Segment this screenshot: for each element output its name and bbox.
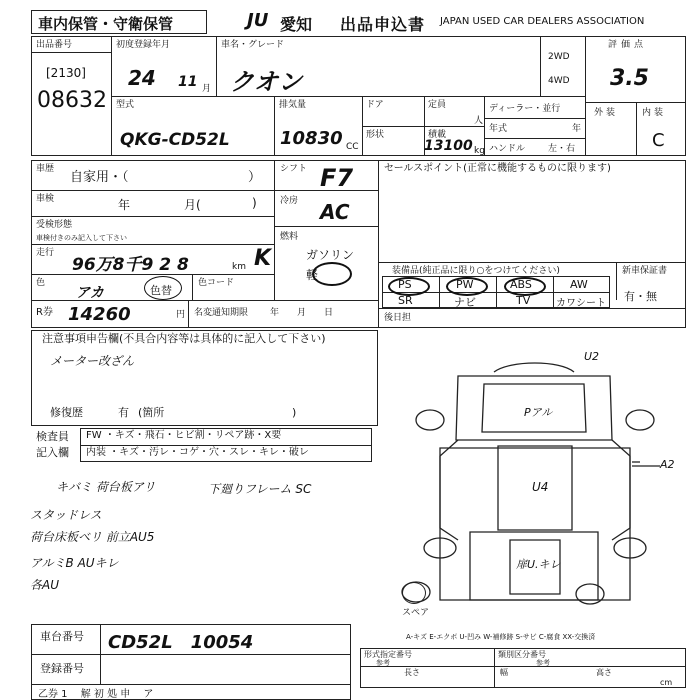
drive-4wd: 4WD — [548, 76, 570, 86]
warranty-label: 新車保証書 — [622, 266, 668, 276]
inspector-interior-row: 内装 ・キズ・汚レ・コゲ・穴・スレ・キレ・破レ — [86, 447, 309, 458]
r-ticket-label: R券 — [36, 307, 53, 318]
registration-month-unit: 月 — [202, 84, 212, 94]
color-label: 色 — [36, 278, 46, 288]
ju-logo: JU — [247, 10, 269, 31]
cert-length: 長さ — [404, 668, 420, 677]
reception-note: 車検付きのみ記入して下さい — [36, 234, 127, 242]
inspector-note-5: 各AU — [30, 578, 59, 592]
repair-label: 修復歴 — [50, 406, 83, 419]
cert-class-label: 類別区分番号 — [498, 650, 546, 659]
inspector-note-1: キバミ 荷台板アリ — [56, 480, 156, 494]
fuel-value: ガソリン — [306, 248, 355, 262]
inspector-fw-row: FW ・キズ・飛石・ヒビ割・リペア跡・X要 — [86, 430, 282, 441]
registration-year: 24 — [128, 66, 156, 90]
diagram-mark-body: U4 — [532, 480, 549, 494]
load-value: 13100 — [424, 138, 473, 154]
inspector-note-1b: 下廻りフレーム SC — [208, 482, 312, 496]
fuel-mark: 軽 — [306, 268, 319, 282]
score-label: 評価点 — [608, 40, 648, 50]
equip-navi: ナビ — [454, 296, 476, 309]
handle-options: 左・右 — [548, 144, 576, 154]
handle-label: ハンドル — [489, 144, 526, 154]
history-value: 自家用・（ — [70, 170, 129, 185]
notes-value: メーター改ざん — [50, 354, 135, 368]
mileage-unit: km — [232, 262, 246, 272]
repair-place: (箇所 — [138, 406, 165, 419]
exterior-label: 外装 — [594, 108, 619, 118]
r-ticket-value: 14260 — [68, 304, 131, 325]
car-name-label: 車名・グレード — [221, 40, 285, 50]
cert-type-label: 形式指定番号 — [364, 650, 412, 659]
shift-label: シフト — [280, 164, 308, 174]
mileage-mark: K — [254, 246, 272, 271]
reception-label: 受検形態 — [36, 220, 73, 230]
spare-label: スペア — [402, 608, 430, 618]
inspection-year: 年 — [118, 198, 131, 212]
equip-kawa-seat: カワシート — [556, 298, 606, 309]
association-name: JAPAN USED CAR DEALERS ASSOCIATION — [440, 16, 645, 27]
history-label: 車歴 — [36, 164, 55, 174]
cert-width: 幅 — [500, 668, 508, 677]
score-value: 3.5 — [610, 66, 649, 91]
lot-number: 08632 — [37, 88, 107, 113]
interior-score: C — [652, 130, 665, 151]
notes-label: 注意事項申告欄(不具合内容等は具体的に記入して下さい) — [42, 332, 326, 345]
aircon-label: 冷房 — [280, 196, 299, 206]
brand-name: 愛知 — [280, 15, 313, 34]
capacity-label: 定員 — [428, 100, 447, 110]
displacement-unit: CC — [346, 142, 359, 152]
car-name: クオン — [230, 68, 302, 96]
displacement-value: 10830 — [280, 128, 343, 149]
inspector-note-4: アルミB AUキレ — [30, 556, 119, 570]
inspector-label-2: 記入欄 — [36, 446, 69, 459]
name-notice-label: 名変通知期限 — [194, 308, 249, 318]
capacity-unit: 人 — [474, 116, 484, 126]
equip-tv: TV — [516, 294, 531, 307]
equip-pw: PW — [456, 278, 474, 291]
displacement-label: 排気量 — [279, 100, 307, 110]
inspection-label: 車検 — [36, 194, 55, 204]
cert-unit: cm — [660, 678, 673, 687]
color-code-label: 色コード — [198, 278, 235, 288]
chassis-label: 車台番号 — [40, 630, 84, 643]
name-notice-date: 年 月 日 — [270, 308, 334, 318]
diagram-mark-side: A2 — [660, 458, 675, 471]
mileage-label: 走行 — [36, 248, 55, 258]
dealer-label: ディーラー・並行 — [489, 104, 561, 114]
storage-label: 車内保管・守衛保管 — [38, 15, 174, 33]
model-value: QKG-CD52L — [120, 130, 230, 150]
shift-value: F7 — [320, 164, 354, 192]
equip-sr: SR — [398, 294, 413, 307]
door-label: ドア — [366, 100, 384, 110]
cert-type-ref: 参考 — [376, 659, 390, 667]
form-title: 出品申込書 — [340, 15, 426, 34]
color-change: 色替 — [150, 284, 172, 297]
cert-height: 高さ — [596, 668, 612, 677]
fuel-label: 燃料 — [280, 232, 299, 242]
model-label: 型式 — [116, 100, 135, 110]
registration-label: 初度登録年月 — [116, 40, 171, 50]
sales-point-label: セールスポイント(正常に機能するものに限ります) — [384, 163, 611, 174]
warranty-options: 有・無 — [624, 290, 657, 303]
registration-number-label: 登録番号 — [40, 662, 84, 675]
repair-value: 有 — [118, 406, 129, 419]
diagram-legend: A-キズ E-エクボ U-凹み W-補修跡 S-サビ C-腐食 XX-交換済 — [406, 633, 596, 641]
later-label: 後日担 — [384, 313, 412, 323]
aircon-value: AC — [320, 200, 350, 224]
load-label: 積載 — [428, 130, 447, 140]
chassis-bottom-row: 乙券 1 解 初 処 申 ア — [38, 689, 154, 700]
equip-aw: AW — [570, 278, 588, 291]
history-close: ） — [248, 170, 262, 185]
year-unit: 年 — [572, 124, 582, 134]
color-value: アカ — [76, 285, 104, 301]
inspection-close: ) — [252, 196, 257, 210]
load-unit: kg — [474, 146, 485, 156]
diagram-mark-rear: 扉U.キレ — [516, 558, 561, 571]
interior-label: 内装 — [642, 108, 667, 118]
drive-2wd: 2WD — [548, 52, 570, 62]
inspector-note-3: 荷台床板ベリ 前立AU5 — [30, 530, 155, 544]
inspection-month: 月( — [184, 198, 201, 212]
equip-abs: ABS — [510, 278, 532, 291]
chassis-value: CD52L 10054 — [108, 632, 254, 653]
shape-label: 形状 — [366, 130, 385, 140]
r-ticket-unit: 円 — [176, 310, 186, 320]
equipment-label: 装備品(純正品に限り○をつけてください) — [392, 266, 560, 276]
cert-class-ref: 参考 — [536, 659, 550, 667]
lot-bracket: [2130] — [46, 66, 86, 80]
inspector-label-1: 検査員 — [36, 430, 69, 443]
mileage-value: 96万8千9 2 8 — [72, 255, 189, 275]
diagram-mark-top: U2 — [584, 350, 600, 363]
registration-month: 11 — [178, 74, 198, 90]
spare-tire-icon — [402, 582, 426, 604]
year-model-label: 年式 — [489, 124, 508, 134]
repair-close: ) — [292, 406, 297, 419]
equip-ps: PS — [398, 278, 412, 291]
inspector-note-2: スタッドレス — [30, 508, 102, 522]
diagram-mark-cab: Pアル — [524, 406, 553, 419]
lot-label: 出品番号 — [36, 40, 73, 50]
